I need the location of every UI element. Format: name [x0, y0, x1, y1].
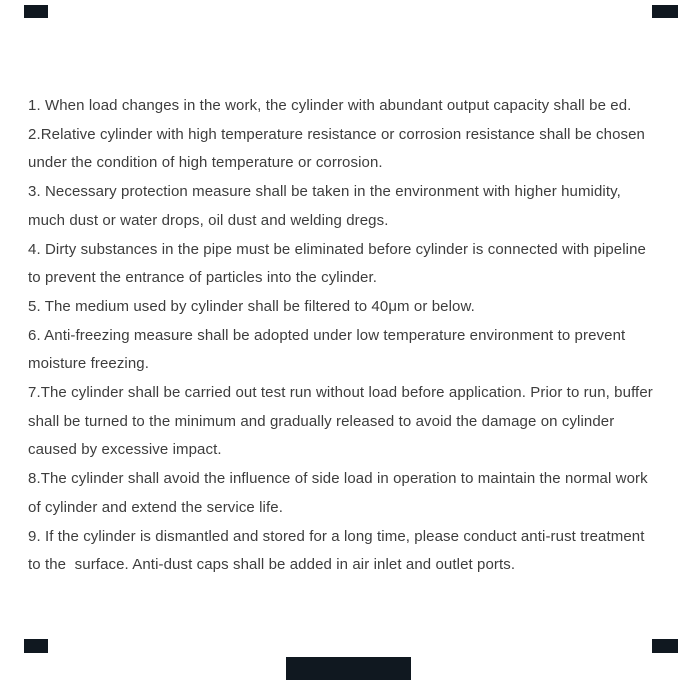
text-line: to the surface. Anti-dust caps shall be added in air inlet and outlet ports.: [28, 556, 516, 574]
watermark-redaction-box-bottom-right: [652, 639, 678, 653]
text-line: 4. Dirty substances in the pipe must be eliminated before cylinder is connected with pipeline: [28, 240, 646, 258]
text-line: 2.Relative cylinder with high temperature resistance or corrosion resistance shall be chosen: [28, 125, 645, 143]
text-line: 8.The cylinder shall avoid the influence of side load in operation to maintain the normal work: [28, 470, 648, 488]
text-line: much dust or water drops, oil dust and welding dregs.: [28, 211, 389, 229]
watermark-redaction-box-bottom-left: [24, 639, 48, 653]
text-line: of cylinder and extend the service life.: [28, 498, 283, 516]
text-line: 7.The cylinder shall be carried out test run without load before application. Prior to run, buffer: [28, 384, 653, 402]
text-line: 9. If the cylinder is dismantled and stored for a long time, please conduct anti-rust treatment: [28, 527, 645, 545]
text-line: moisture freezing.: [28, 355, 150, 373]
usage-notes-text: [28, 92, 678, 580]
watermark-redaction-box-top-right: [652, 5, 678, 18]
text-line: caused by excessive impact.: [28, 441, 222, 459]
watermark-redaction-box-top-left: [24, 5, 48, 18]
text-line: 3. Necessary protection measure shall be taken in the environment with higher humidity,: [28, 183, 621, 201]
text-line: 6. Anti-freezing measure shall be adopted under low temperature environment to prevent: [28, 326, 626, 344]
text-line: under the condition of high temperature or corrosion.: [28, 154, 383, 172]
text-line: 5. The medium used by cylinder shall be filtered to 40μm or below.: [28, 297, 475, 315]
text-line: 1. When load changes in the work, the cylinder with abundant output capacity shall be ed.: [28, 97, 632, 114]
watermark-redaction-bar-bottom-center: [286, 657, 411, 680]
text-line: shall be turned to the minimum and gradually released to avoid the damage on cylinder: [28, 412, 615, 430]
text-line: to prevent the entrance of particles into the cylinder.: [28, 269, 378, 287]
